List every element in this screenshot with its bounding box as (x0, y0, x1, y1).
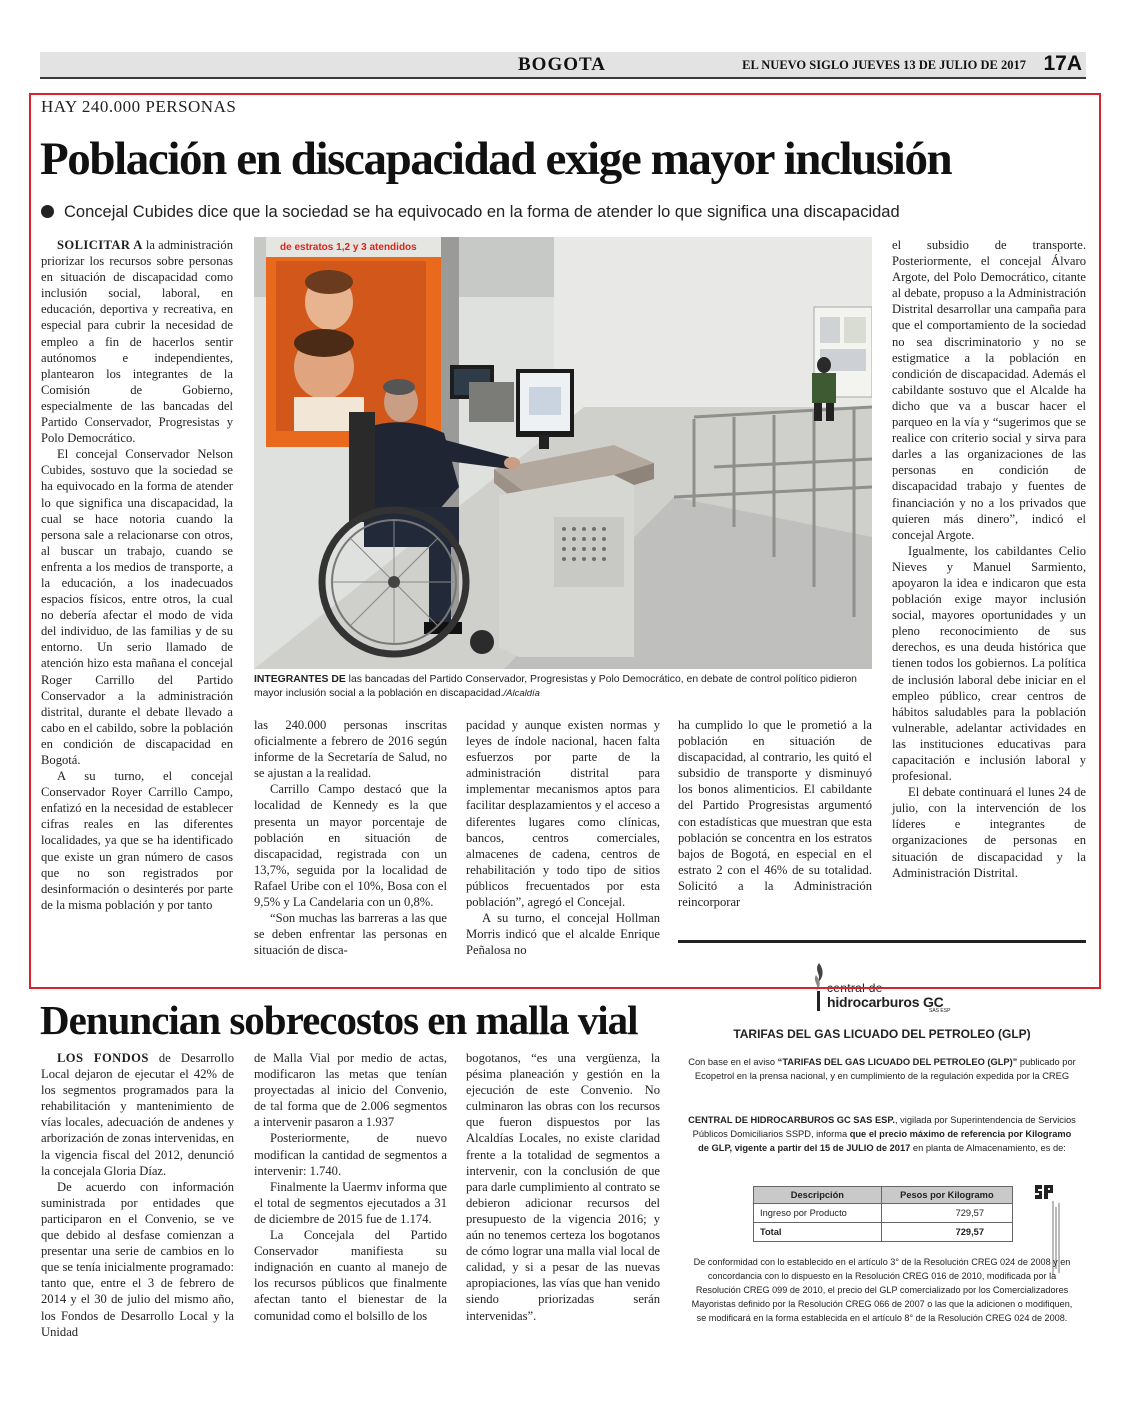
article-kicker: HAY 240.000 PERSONAS (41, 97, 237, 116)
logo-line-1: central de (827, 981, 883, 995)
table-cell: Ingreso por Producto (754, 1204, 882, 1223)
caption-lead: INTEGRANTES DE (254, 674, 346, 685)
ad-title: TARIFAS DEL GAS LICUADO DEL PETROLEO (GLP) (733, 1027, 1031, 1041)
ad-legal-text: De conformidad con lo establecido en el artículo 3° de la Resolución CREG 024 de 2008 y en concordancia con lo dispuesto en la Resolución CREG 016 de 2010, modificada por la Resolución CREG 099 de 2010, el precio del GLP comercializado por los Comercializadores Mayoristas definido por la Resolución CREG 066 de 2007 o las que la adicionen o modifiquen, se modificará en la forma establecida en el artículo 8° de la Resolución CREG 024 de 2008. (691, 1257, 1073, 1323)
paragraph: LOS FONDOS de Desarrollo Local dejaron de ejecutar el 42% de los segmentos programados para la rehabilitación y mantenimiento de vías locales, adecuación de andenes y arborización de zonas intervenidas, en la vigencia fiscal del 2012, denunció la concejala Gloria Díaz. (41, 1051, 235, 1178)
paragraph: Finalmente la Uaermv informa que el total de segmentos ejecutados a 31 de diciembre de 2015 fue de 1.174. (254, 1179, 447, 1226)
glp-tariff-ad (678, 940, 1086, 1356)
article-subhead (41, 203, 1091, 222)
table-row (754, 1223, 1013, 1242)
article-column-5 (892, 237, 1086, 881)
paragraph: De acuerdo con información suministrada por entidades que participaron en el Convenio, se ve que debido al desfase comienzan a presentar una serie de cambios en lo que se tenía inicialmente programado: tanto que, entre el 3 de febrero de 2014 y el 30 de julio del mismo año, los Fondos de Desarrollo Local y la Unidad (41, 1179, 234, 1339)
company-logo (811, 961, 961, 1013)
article-column-1 (41, 237, 233, 913)
table-cell: 729,57 (881, 1223, 1012, 1242)
paragraph: El debate continuará el lunes 24 de julio, con la intervención de los líderes e integrantes de organizaciones de personas en situación de discapacidad y la Administración Distrital. (892, 785, 1086, 880)
poster-text: de estratos 1,2 y 3 atendidos (280, 242, 417, 253)
tariff-table (753, 1186, 1013, 1242)
paragraph: ha cumplido lo que le prometió a la población en situación de discapacidad, al contrario, les quitó el subsidio de transporte y disminuyó los bonos alimenticios. El cabildante del Partido Progresistas argumentó con estadísticas que muestran que esta población se concentra en los estratos bajos de Bogotá, en especial en el estrato 2 con el 46% de su totalidad. Solicitó a la Administración reincorporar (678, 718, 872, 910)
ssp-seal-icon (1033, 1181, 1055, 1203)
paragraph: La Concejala del Partido Conservador manifiesta su indignación en cuanto al manejo de los recursos públicos que finalmente afectan tanto el bienestar de la comunidad como el bolsillo de los (254, 1228, 447, 1323)
logo-line-2: hidrocarburos GC (827, 994, 944, 1010)
table-header: Descripción (754, 1187, 882, 1204)
paragraph: Igualmente, los cabildantes Celio Nieves y Manuel Sarmiento, apoyaron la idea e indicaron que esta población exige mayor inclusión social, mayores oportunidades y un pleno reconocimiento de sus derechos, es una deuda histórica que tienen todos los gobiernos. La política de inclusión laboral debe iniciar en el empleo público, crear centros de hábitos saludables para la población vulnerable, adelantar actividades en las instituciones educativas para capacitación e inclusión laboral y profesional. (892, 543, 1086, 784)
photo-caption (254, 673, 874, 701)
article-column-2 (254, 717, 447, 958)
paragraph: A su turno, el concejal Conservador Royer Carrillo Campo, enfatizó en la necesidad de establecer cifras reales en las diferentes localidades, ya que se ha identificado que existe un gran número de casos que no son registrados por desinformación o desinterés por parte de la misma población y por tanto (41, 769, 233, 912)
paragraph: SOLICITAR A la administración priorizar los recursos sobre personas en situación de discapacidad como inclusión social, laboral, en educación, deportiva y recreativa, en especial para cubrir la necesidad de empleo a fin de hacerlos sentir autónomos e independientes, plantearon los integrantes de la Comisión de Gobierno, especialmente de las bancadas del Partido Conservador, Progresistas y Polo Democrático. (41, 238, 234, 446)
table-row (754, 1204, 1013, 1223)
flame-icon (811, 961, 827, 1011)
subhead-text: Concejal Cubides dice que la sociedad se ha equivocado en la forma de atender lo que significa una discapacidad (64, 203, 900, 221)
article-column-4 (678, 717, 872, 910)
article2-column-1 (41, 1050, 234, 1340)
table-cell: Total (754, 1223, 882, 1242)
dateline: EL NUEVO SIGLO JUEVES 13 DE JULIO DE 2017 (742, 58, 1026, 72)
table-header: Pesos por Kilogramo (881, 1187, 1012, 1204)
caption-text: las bancadas del Partido Conservador, Progresistas y Polo Democrático, en debate de control político pidieron mayor inclusión social a la población en discapacidad. (254, 674, 857, 699)
table-header-row (754, 1187, 1013, 1204)
photo-illustration (254, 237, 872, 669)
paragraph: el subsidio de transporte. Posteriormente, el concejal Álvaro Argote, del Polo Democrático, citante al debate, propuso a la Administración Distrital desarrollar una campaña para que el comportamiento de la sociedad no sea discriminatorio y no se estigmatice a la población en condición de discapacidad. Además el cabildante sostuvo que el Alcalde ha dicho que va a buscar hacer el parqueo en la vía y “sugerimos que se realice con criterio social y sirva para darles a las organizaciones de las personas en condición de discapacidad trabajo y fuentes de financiación y no a los privados que quieren más dinero”, indicó el concejal Argote. (892, 238, 1086, 542)
ad-intro: Con base en el aviso “TARIFAS DEL GAS LICUADO DEL PETROLEO (GLP)” publicado por Ecopetrol en la prensa nacional, y en cumplimiento de la regulación expedida por la CREG (688, 1057, 1076, 1081)
table-cell: 729,57 (881, 1204, 1012, 1223)
paragraph: A su turno, el concejal Hollman Morris indicó que el alcalde Enrique Peñalosa no (466, 911, 660, 958)
paragraph: de Malla Vial por medio de actas, modificaron las metas que tenían proyectadas al inicio del Convenio, de tal forma que de 2.006 segmentos a intervenir pasaron a 1.937 (254, 1051, 447, 1130)
logo-line-3: SAS ESP (929, 1008, 951, 1014)
photo-credit: /Alcaldía (503, 688, 540, 699)
paragraph: bogotanos, “es una vergüenza, la pésima planeación y gestión en la ejecución de este Convenio. No culminaron las obras con los recursos que fueron dispuestos por las Alcaldías Locales, no existe claridad frente a la totalidad de segmentos a intervenir, con la conclusión de que para darle cumplimiento al contrato se debieron adicionar recursos del presupuesto de la vigencia 2016; y aún no tenemos certeza los bogotanos de cómo lograr una malla vial local de calidad, y si a pesar de las nuevas apropiaciones, las vías que han venido siendo priorizadas serán intervenidas”. (466, 1051, 660, 1323)
article2-headline: Denuncian sobrecostos en malla vial (40, 997, 638, 1043)
article-photo (254, 237, 872, 669)
article2-column-2 (254, 1050, 447, 1324)
article-headline: Población en discapacidad exige mayor inclusión (40, 133, 952, 185)
paragraph: las 240.000 personas inscritas oficialmente a febrero de 2016 según informe de la Secretaría de Salud, no se ajustan a la realidad. (254, 718, 447, 781)
article2-column-3 (466, 1050, 660, 1324)
article-column-3 (466, 717, 660, 958)
lead-word: LOS FONDOS (57, 1051, 149, 1065)
paragraph: El concejal Conservador Nelson Cubides, sostuvo que la sociedad se ha equivocado en la forma de atender lo que significa una discapacidad, la cual se hace notoria cuando la persona sale a relacionarse con otros, al buscar un trabajo, cuando se enfrenta a los medios de transporte, a la educación, a los inadecuados espacios físicos, entre otros, la cual no debería afectar el modo de vida del individuo, de las familias y de su entorno. Un serio llamado de atención hizo esta mañana el concejal Roger Carrillo del Partido Conservador a la administración distrital, durante el debate llevado a cabo en el cabildo, sobre la población en condición de discapacidad en Bogotá. (41, 447, 233, 767)
ad-notice: CENTRAL DE HIDROCARBUROS GC SAS ESP., vigilada por Superintendencia de Servicios Públicos Domiciliarios SSPD, informa que el precio máximo de referencia por Kilogramo de GLP, vigente a partir del 15 de JULIO de 2017 en planta de Almacenamiento, es de: (688, 1115, 1076, 1153)
page-folio (40, 52, 1086, 79)
paragraph: “Son muchas las barreras a las que se deben enfrentar las personas en situación de disca- (254, 911, 447, 958)
lead-word: SOLICITAR A (57, 238, 143, 252)
bullet-dot-icon (41, 205, 54, 218)
paragraph: pacidad y aunque existen normas y leyes de índole nacional, hacen falta esfuerzos por parte de la administración distrital para implementar mecanismos aptos para facilitar desplazamientos y el acceso a diferentes lugares como clínicas, bancos, centros comerciales, almacenes de cadena, centros de rehabilitación y todo tipo de sitios públicos frecuentados por esta población”, agregó el Concejal. (466, 718, 660, 910)
paragraph: Carrillo Campo destacó que la localidad de Kennedy es la que presenta un mayor porcentaje de población en situación de discapacidad, registrada con un 13,7%, seguida por la localidad de Rafael Uribe con el 10%, Bosa con el 9,5% y La Candelaria con un 0,8%. (254, 782, 447, 910)
section-name: BOGOTA (518, 54, 606, 75)
page-number: 17A (1043, 52, 1082, 75)
paragraph: Posteriormente, de nuevo modifican la cantidad de segmentos a intervenir: 1.740. (254, 1131, 447, 1178)
